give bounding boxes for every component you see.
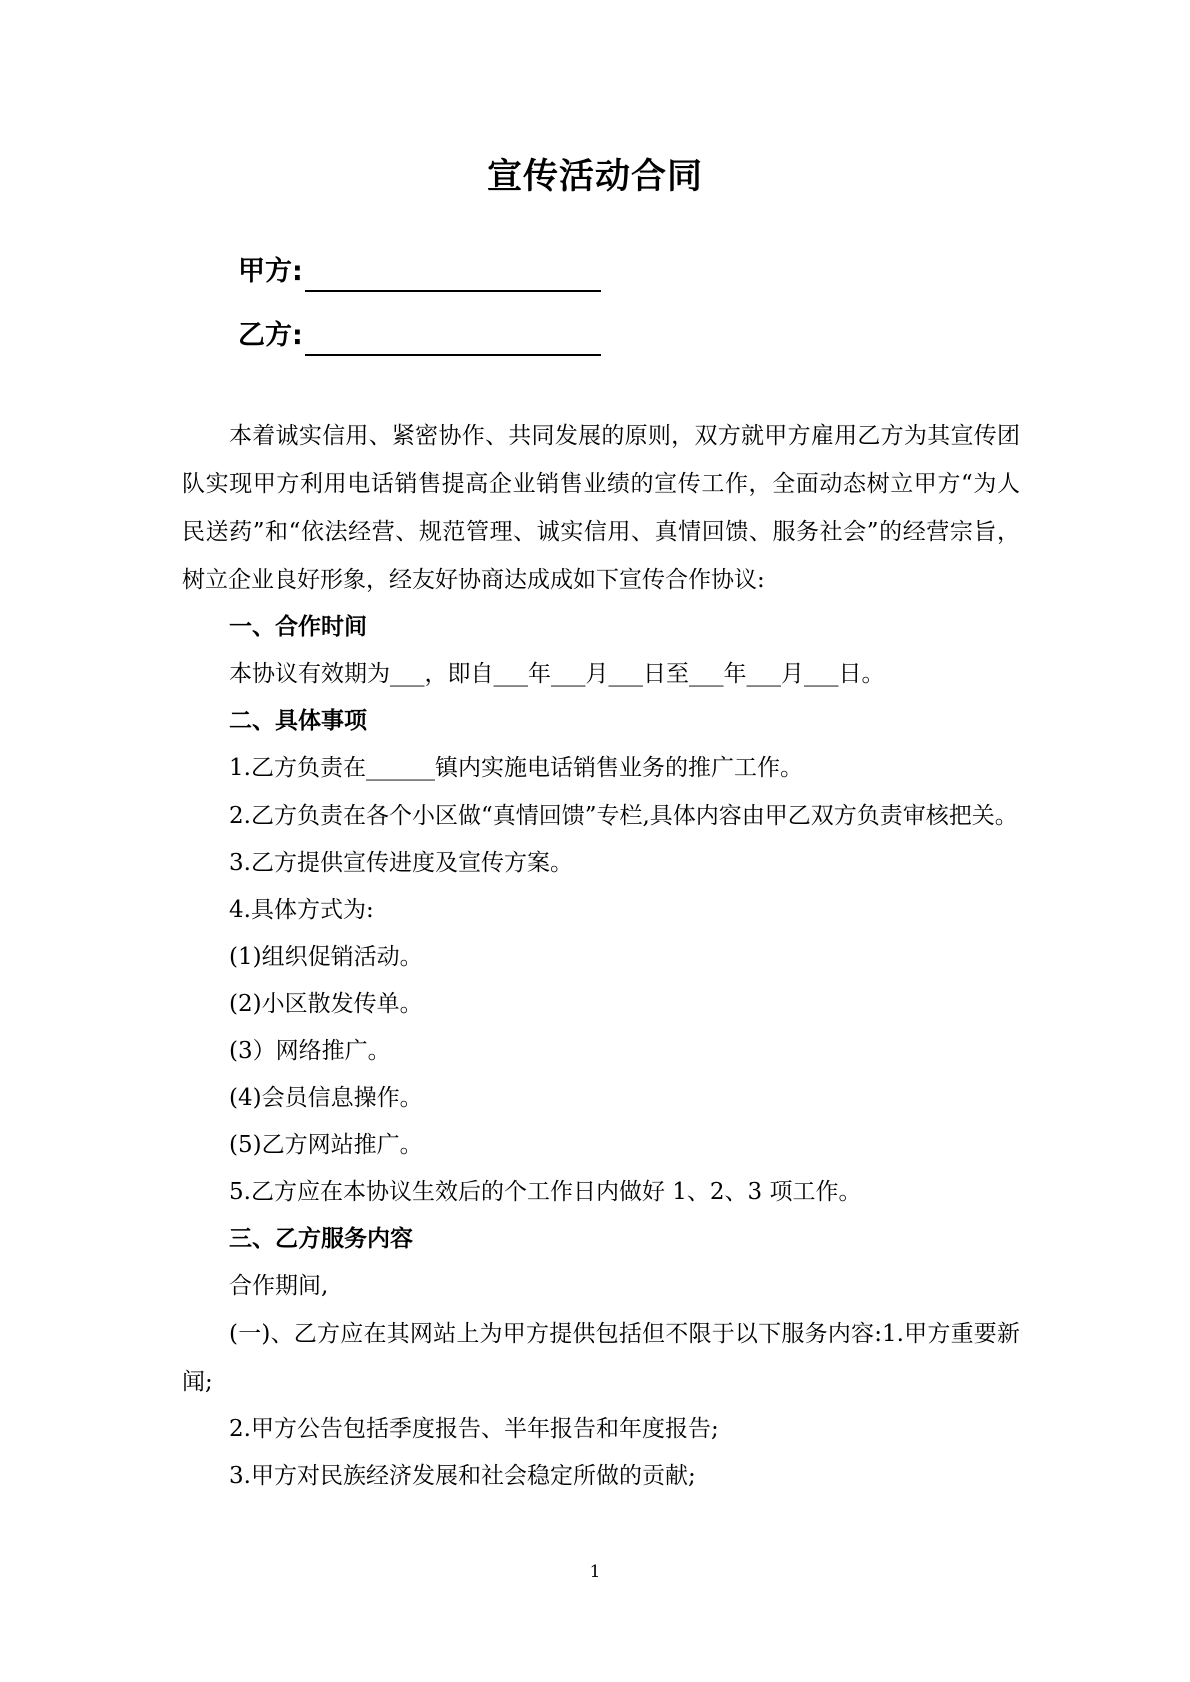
paragraph-method-4: (4)会员信息操作。 xyxy=(229,1085,423,1111)
document-body xyxy=(182,412,1020,1500)
paragraph-item-1: 1.乙方负责在______镇内实施电话销售业务的推广工作。 xyxy=(229,755,803,781)
party-b-blank-line xyxy=(305,322,601,356)
section-heading-service-content: 三、乙方服务内容 xyxy=(229,1226,413,1252)
paragraph-validity-period: 本协议有效期为___，即自___年___月___日至___年___月___日。 xyxy=(229,661,885,687)
paragraph-item-4: 4.具体方式为: xyxy=(229,897,374,923)
section-heading-cooperation-time: 一、合作时间 xyxy=(229,614,367,640)
paragraph-item-5: 5.乙方应在本协议生效后的个工作日内做好 1、2、3 项工作。 xyxy=(229,1179,862,1205)
party-b-field xyxy=(238,316,601,356)
paragraph-item-2: 2.乙方负责在各个小区做“真情回馈”专栏,具体内容由甲乙双方负责审核把关。 xyxy=(229,803,1018,829)
party-b-label: 乙方: xyxy=(238,320,303,351)
paragraph-cooperation-period: 合作期间, xyxy=(229,1273,329,1299)
paragraph-method-5: (5)乙方网站推广。 xyxy=(229,1132,423,1158)
paragraph-service-1: (一)、乙方应在其网站上为甲方提供包括但不限于以下服务内容:1.甲方重要新闻; xyxy=(182,1321,1020,1395)
paragraph-service-2: 2.甲方公告包括季度报告、半年报告和年度报告; xyxy=(229,1416,719,1442)
section-heading-specific-matters: 二、具体事项 xyxy=(229,708,367,734)
party-a-label: 甲方: xyxy=(238,256,303,287)
party-a-blank-line xyxy=(305,258,601,292)
paragraph-service-3: 3.甲方对民族经济发展和社会稳定所做的贡献; xyxy=(229,1463,696,1489)
paragraph-method-3: (3）网络推广。 xyxy=(229,1038,391,1064)
intro-paragraph: 本着诚实信用、紧密协作、共同发展的原则，双方就甲方雇用乙方为其宣传团队实现甲方利用电话销售提高企业销售业绩的宣传工作，全面动态树立甲方“为人民送药”和“依法经营、规范管理、诚实信用、真情回馈、服务社会”的经营宗旨，树立企业良好形象，经友好协商达成成如下宣传合作协议: xyxy=(182,423,1020,593)
paragraph-method-1: (1)组织促销活动。 xyxy=(229,944,423,970)
paragraph-item-3: 3.乙方提供宣传进度及宣传方案。 xyxy=(229,850,573,876)
paragraph-method-2: (2)小区散发传单。 xyxy=(229,991,423,1017)
party-a-field xyxy=(238,252,601,292)
page-number: 1 xyxy=(589,1562,601,1582)
document-title: 宣传活动合同 xyxy=(486,157,703,197)
